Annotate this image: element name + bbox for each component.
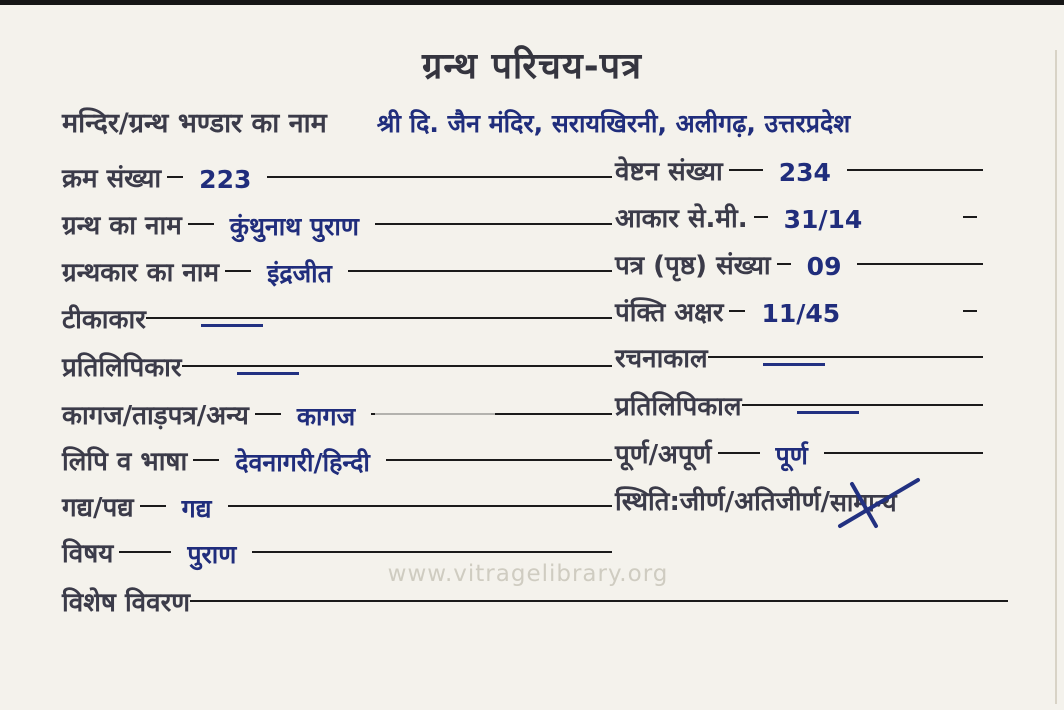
field-serial-number — [62, 161, 612, 201]
rule-line — [190, 600, 1008, 616]
field-complete-incomplete — [615, 437, 983, 477]
rule-line — [225, 270, 251, 272]
field-label: रचनाकाल — [615, 344, 708, 374]
rule-line — [371, 413, 612, 429]
field-label: प्रतिलिपिकार — [62, 353, 182, 383]
rule-line — [856, 310, 983, 324]
field-label: कागज/ताड़पत्र/अन्य — [62, 401, 249, 431]
rule-line — [729, 169, 763, 171]
field-label: पंक्ति अक्षर — [615, 298, 724, 328]
field-label: टीकाकार — [62, 305, 146, 335]
rule-line — [824, 452, 983, 468]
field-label: विशेष विवरण — [62, 588, 191, 618]
rule-line — [729, 310, 745, 312]
field-value: गद्य — [181, 494, 212, 523]
rule-line — [193, 459, 219, 461]
field-script-language — [62, 444, 612, 484]
field-value: पूर्ण — [775, 441, 808, 470]
field-leaf-count — [615, 248, 983, 288]
blank-dash — [763, 363, 825, 366]
field-copyist — [62, 350, 612, 390]
watermark-text: www.vitragelibrary.org — [387, 561, 669, 587]
field-value: 11/45 — [761, 299, 841, 328]
field-size-cm — [615, 201, 983, 241]
rule-line — [742, 404, 983, 420]
field-value: इंद्रजीत — [267, 259, 332, 288]
field-value: कुंथुनाथ पुराण — [229, 212, 359, 241]
field-value: 31/14 — [783, 205, 863, 234]
field-label: क्रम संख्या — [62, 164, 162, 194]
rule-line — [188, 223, 214, 225]
rule-line — [182, 365, 612, 381]
rule-line — [140, 505, 166, 507]
field-value: पुराण — [187, 540, 237, 569]
field-commentator — [62, 302, 612, 342]
condition-marked-option — [830, 484, 897, 522]
rule-line — [119, 551, 171, 553]
rule-line — [348, 270, 612, 286]
field-label: पत्र (पृष्ठ) संख्या — [615, 251, 771, 281]
field-value: देवनागरी/हिन्दी — [235, 448, 370, 477]
field-value: श्री दि. जैन मंदिर, सरायखिरनी, अलीगढ़, उत्तरप्रदेश — [376, 109, 851, 138]
field-composition-date — [615, 341, 983, 381]
field-label: ग्रन्थकार का नाम — [62, 258, 220, 288]
rule-line — [267, 176, 612, 192]
rule-line — [754, 216, 768, 218]
page-title: ग्रन्थ परिचय-पत्र — [422, 46, 642, 87]
field-special-details — [62, 585, 1008, 625]
field-value: 09 — [806, 252, 842, 281]
check-mark-icon — [822, 476, 932, 534]
field-value: 234 — [778, 158, 831, 187]
rule-line — [857, 263, 983, 279]
rule-line — [878, 216, 983, 230]
field-label: मन्दिर/ग्रन्थ भण्डार का नाम — [62, 108, 327, 139]
scan-top-edge — [0, 0, 1064, 5]
field-value: कागज — [296, 402, 356, 431]
field-book-name — [62, 208, 612, 248]
rule-line — [386, 459, 612, 475]
blank-dash — [797, 411, 859, 414]
blank-dash — [201, 324, 263, 327]
field-material — [62, 398, 612, 438]
rule-line — [228, 505, 613, 521]
rule-line — [146, 317, 612, 333]
field-bundle-number — [615, 154, 983, 194]
rule-line — [847, 169, 983, 185]
field-label: स्थिति:जीर्ण/अतिजीर्ण/ — [615, 487, 830, 517]
field-copy-date — [615, 389, 983, 429]
blank-dash — [237, 372, 299, 375]
field-lines-letters — [615, 295, 983, 335]
rule-line — [167, 176, 183, 178]
rule-line — [708, 356, 983, 372]
rule-line — [375, 223, 612, 239]
field-author-name — [62, 255, 612, 295]
field-label: लिपि व भाषा — [62, 447, 188, 477]
field-bhandar-name — [62, 103, 1044, 140]
field-value: 223 — [199, 165, 252, 194]
field-label: विषय — [62, 539, 114, 569]
field-label: प्रतिलिपिकाल — [615, 392, 742, 422]
rule-line — [777, 263, 791, 265]
rule-line — [718, 452, 760, 454]
scan-right-edge — [1055, 50, 1057, 704]
field-condition — [615, 484, 983, 524]
field-value: सामान्य — [829, 488, 897, 517]
field-label: गद्य/पद्य — [62, 493, 134, 523]
field-label: वेष्टन संख्या — [615, 157, 723, 187]
field-label: पूर्ण/अपूर्ण — [615, 440, 712, 470]
field-prose-verse — [62, 490, 612, 530]
rule-line — [255, 413, 281, 415]
field-label: आकार से.मी. — [615, 204, 748, 234]
field-label: ग्रन्थ का नाम — [62, 211, 182, 241]
